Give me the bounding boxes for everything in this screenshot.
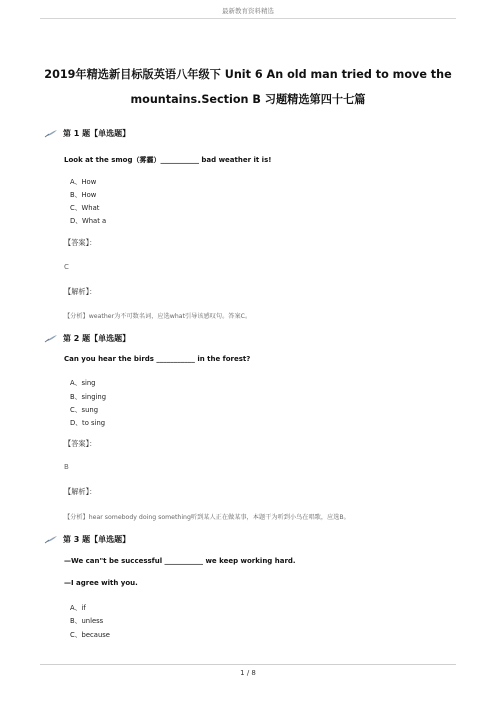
question-2-heading <box>44 333 130 344</box>
answer-value: B <box>64 463 69 471</box>
answer-label: 【答案】： <box>64 439 97 448</box>
quill-icon <box>44 129 58 138</box>
option-c: C、What <box>70 204 100 212</box>
question-3-stem: —We can"t be successful ___________ we keep working hard. <box>64 557 296 565</box>
option-b: B、singing <box>70 393 107 401</box>
title-line-1: 2019年精选新目标版英语八年级下 Unit 6 An old man tried to move the <box>44 68 452 81</box>
analysis-label: 【解析】： <box>64 487 97 496</box>
option-a: A、if <box>70 604 86 612</box>
title-line-2: mountains.Section B 习题精选第四十七篇 <box>130 93 366 106</box>
question-heading-text: 第 3 题【单选题】 <box>63 535 131 544</box>
analysis-text: 【分析】hear somebody doing something听到某人正在做某事，本题干为听到小鸟在唱歌，应选B。 <box>64 514 350 521</box>
option-c: C、because <box>70 631 110 639</box>
question-3-heading <box>44 534 130 545</box>
question-2-stem: Can you hear the birds ___________ in the forest? <box>64 355 251 363</box>
document-title <box>40 62 456 112</box>
page-number: 1 / 8 <box>240 669 256 677</box>
header-divider <box>40 18 456 19</box>
option-d: D、What a <box>70 217 107 225</box>
footer-divider <box>40 664 456 665</box>
question-heading-text: 第 1 题【单选题】 <box>63 129 131 138</box>
question-heading-text: 第 2 题【单选题】 <box>63 334 131 343</box>
quill-icon <box>44 535 58 544</box>
quill-icon <box>44 334 58 343</box>
answer-label: 【答案】： <box>64 238 97 247</box>
option-d: D、to sing <box>70 419 106 427</box>
option-a: A、sing <box>70 379 96 387</box>
question-1-stem: Look at the smog（雾霾）___________ bad weather it is! <box>64 156 272 164</box>
option-a: A、How <box>70 178 97 186</box>
option-c: C、sung <box>70 406 99 414</box>
analysis-label: 【解析】： <box>64 287 97 296</box>
question-1-heading <box>44 128 130 139</box>
question-3-reply: —I agree with you. <box>64 579 138 587</box>
page-header: 最新教育资料精选 <box>222 7 274 15</box>
analysis-text: 【分析】weather为不可数名词，应选what引导该感叹句。答案C。 <box>64 313 252 320</box>
option-b: B、unless <box>70 617 104 625</box>
answer-value: C <box>64 263 69 271</box>
option-b: B、How <box>70 191 97 199</box>
